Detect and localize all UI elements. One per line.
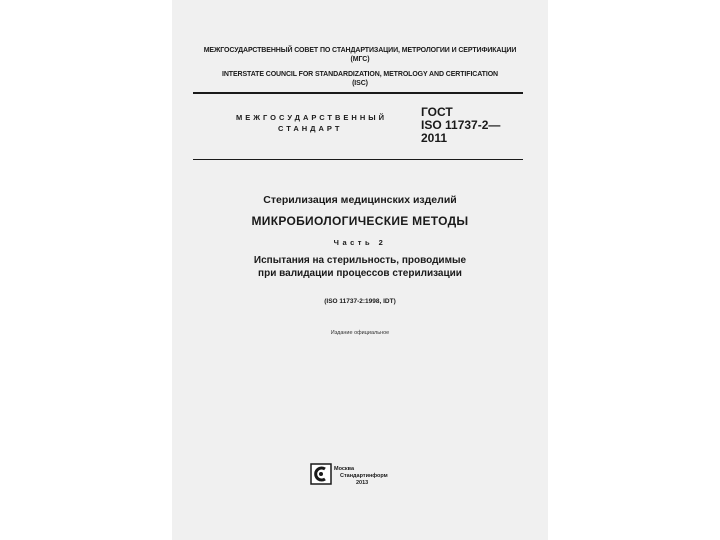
iso-reference: (ISO 11737-2:1998, IDT) xyxy=(324,298,396,305)
document-title: МИКРОБИОЛОГИЧЕСКИЕ МЕТОДЫ xyxy=(251,214,469,228)
header-rule xyxy=(193,92,523,94)
standard-label-line2: СТАНДАРТ xyxy=(278,124,343,133)
gost-designation-line2: ISO 11737-2— xyxy=(421,118,501,132)
council-en-line2: (ISC) xyxy=(352,80,368,87)
edition-note: Издание официальное xyxy=(330,330,390,336)
publisher-year: 2013 xyxy=(356,480,369,486)
council-en-line1: INTERSTATE COUNCIL FOR STANDARDIZATION, METROLOGY AND CERTIFICATION xyxy=(221,71,498,78)
council-ru-line2: (МГС) xyxy=(350,56,370,63)
designation-rule xyxy=(193,159,523,160)
document-page xyxy=(172,0,548,540)
gost-designation-line3: 2011 xyxy=(421,131,448,145)
publisher-name: Стандартинформ xyxy=(340,473,388,479)
part-title-line2: при валидации процессов стерилизации xyxy=(258,268,462,279)
document-subtitle: Стерилизация медицинских изделий xyxy=(263,194,457,206)
standartinform-logo-icon xyxy=(310,463,332,485)
publisher-city: Москва xyxy=(334,466,355,472)
standard-label-line1: МЕЖГОСУДАРСТВЕННЫЙ xyxy=(236,113,387,122)
part-number: Часть 2 xyxy=(333,238,387,247)
part-title-line1: Испытания на стерильность, проводимые xyxy=(253,255,467,266)
gost-designation-line1: ГОСТ xyxy=(421,105,453,119)
council-ru-line1: МЕЖГОСУДАРСТВЕННЫЙ СОВЕТ ПО СТАНДАРТИЗАЦИИ, МЕТРОЛОГИИ И СЕРТИФИКАЦИИ xyxy=(203,47,517,54)
